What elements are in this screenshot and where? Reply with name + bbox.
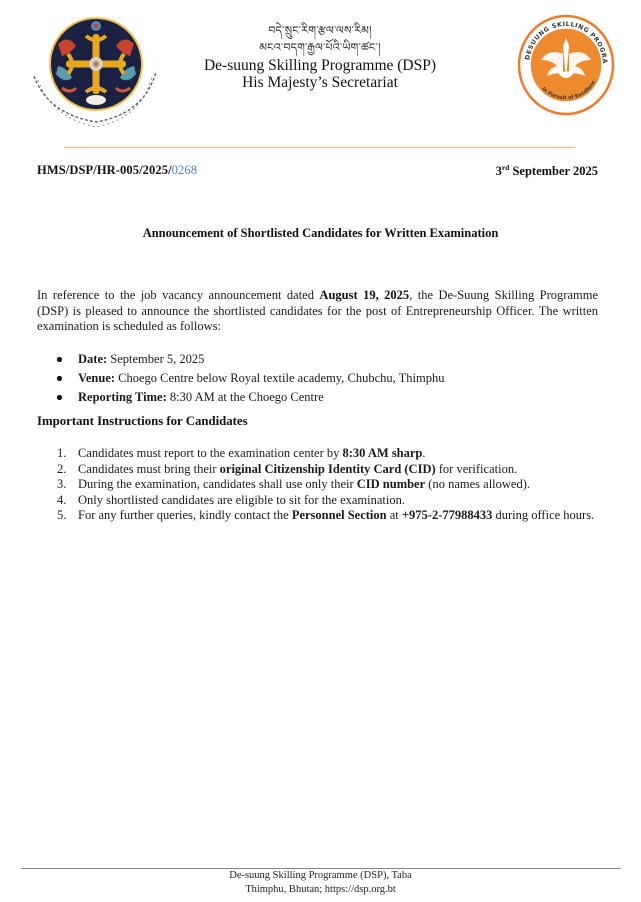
instruction-item bbox=[57, 493, 603, 509]
instruction-text: for verification. bbox=[435, 461, 518, 476]
schedule-value: Choego Centre below Royal textile academy, Chubchu, Thimphu bbox=[115, 371, 445, 385]
logo-ring-text-top: DESUUNG SKILLING PROGRA bbox=[524, 20, 609, 65]
exam-schedule-list bbox=[57, 350, 597, 407]
announcement-title: Announcement of Shortlisted Candidates for Written Examination bbox=[142, 226, 499, 240]
intro-text-2: , the De-Suung Skilling Programme (DSP) is pleased to announce the shortlisted candidates for the post of Entrepreneurship Officer. The written examination is scheduled as follows: bbox=[37, 288, 598, 334]
schedule-item-venue bbox=[57, 369, 597, 388]
bullet-icon bbox=[57, 376, 62, 381]
instruction-item bbox=[57, 508, 603, 524]
instruction-emphasis: Personnel Section bbox=[291, 508, 387, 523]
vacancy-date: August 19, 2025 bbox=[319, 288, 410, 302]
instruction-emphasis: original Citizenship Identity Card (CID) bbox=[219, 461, 436, 476]
instruction-text: (no names allowed). bbox=[425, 477, 530, 492]
instruction-item bbox=[57, 446, 603, 462]
instructions-heading: Important Instructions for Candidates bbox=[37, 414, 248, 428]
reference-number bbox=[37, 163, 197, 178]
footer-address-line-1: De-suung Skilling Programme (DSP), Taba bbox=[229, 870, 412, 881]
instruction-text: Only shortlisted candidates are eligible to sit for the examination. bbox=[78, 492, 405, 507]
instruction-emphasis: CID number bbox=[356, 477, 426, 492]
letter-date bbox=[496, 163, 598, 179]
organization-subtitle: His Majesty’s Secretariat bbox=[242, 74, 398, 91]
instruction-text: During the examination, candidates shall use only their bbox=[78, 477, 357, 492]
reference-serial: 0268 bbox=[171, 163, 198, 177]
schedule-item-reporting-time bbox=[57, 388, 597, 407]
instruction-number: 4. bbox=[57, 492, 67, 507]
letterhead bbox=[180, 22, 460, 91]
intro-paragraph bbox=[37, 288, 598, 335]
header-divider bbox=[64, 147, 575, 148]
date-day: 3 bbox=[495, 164, 502, 178]
royal-emblem-icon bbox=[28, 14, 163, 132]
instruction-item bbox=[57, 462, 603, 478]
royal-emblem-logo bbox=[28, 14, 163, 132]
dsp-logo-icon bbox=[517, 14, 615, 116]
organization-name: De-suung Skilling Programme (DSP) bbox=[203, 57, 437, 74]
instruction-number: 2. bbox=[57, 461, 67, 476]
contact-phone: +975-2-77988433 bbox=[401, 508, 493, 523]
instruction-text: Candidates must report to the examination center by bbox=[78, 446, 343, 460]
instruction-text: . bbox=[422, 446, 426, 460]
schedule-label: Venue: bbox=[78, 371, 116, 385]
instruction-text: at bbox=[386, 508, 402, 523]
instruction-emphasis: 8:30 AM sharp bbox=[342, 446, 423, 460]
dsp-logo bbox=[517, 14, 615, 116]
reference-prefix: HMS/DSP/HR-005/2025/ bbox=[37, 163, 172, 177]
logo-ring-text-bottom: In Pursuit of Excellenc bbox=[540, 79, 598, 102]
instructions-list bbox=[57, 446, 603, 524]
schedule-label: Date: bbox=[78, 352, 108, 366]
instruction-number: 5. bbox=[57, 508, 67, 523]
date-suffix: rd bbox=[501, 163, 510, 172]
dzongkha-title-line-1: བདེ་སྲུང་རིག་རྩལ་ལས་རིམ། bbox=[268, 24, 372, 37]
instruction-text: during office hours. bbox=[492, 508, 595, 523]
schedule-item-date bbox=[57, 350, 597, 369]
dzongkha-title-line-2: མངའ་བདག་རྒྱལ་པོའི་ཡིག་ཚང་། bbox=[259, 41, 381, 54]
bullet-icon bbox=[57, 395, 62, 400]
footer-address-line-2: Thimphu, Bhutan; https://dsp.org.bt bbox=[245, 884, 396, 895]
footer bbox=[0, 869, 641, 897]
intro-text-1: In reference to the job vacancy announcement dated bbox=[37, 288, 320, 302]
instruction-item bbox=[57, 477, 603, 493]
schedule-value: September 5, 2025 bbox=[107, 352, 205, 366]
date-rest: September 2025 bbox=[509, 164, 598, 178]
schedule-label: Reporting Time: bbox=[78, 390, 167, 404]
instruction-number: 1. bbox=[57, 446, 67, 460]
bullet-icon bbox=[57, 357, 62, 362]
instruction-number: 3. bbox=[57, 477, 67, 492]
instruction-text: For any further queries, kindly contact the bbox=[78, 508, 292, 523]
instruction-text: Candidates must bring their bbox=[78, 461, 220, 476]
schedule-value: 8:30 AM at the Choego Centre bbox=[166, 390, 324, 404]
